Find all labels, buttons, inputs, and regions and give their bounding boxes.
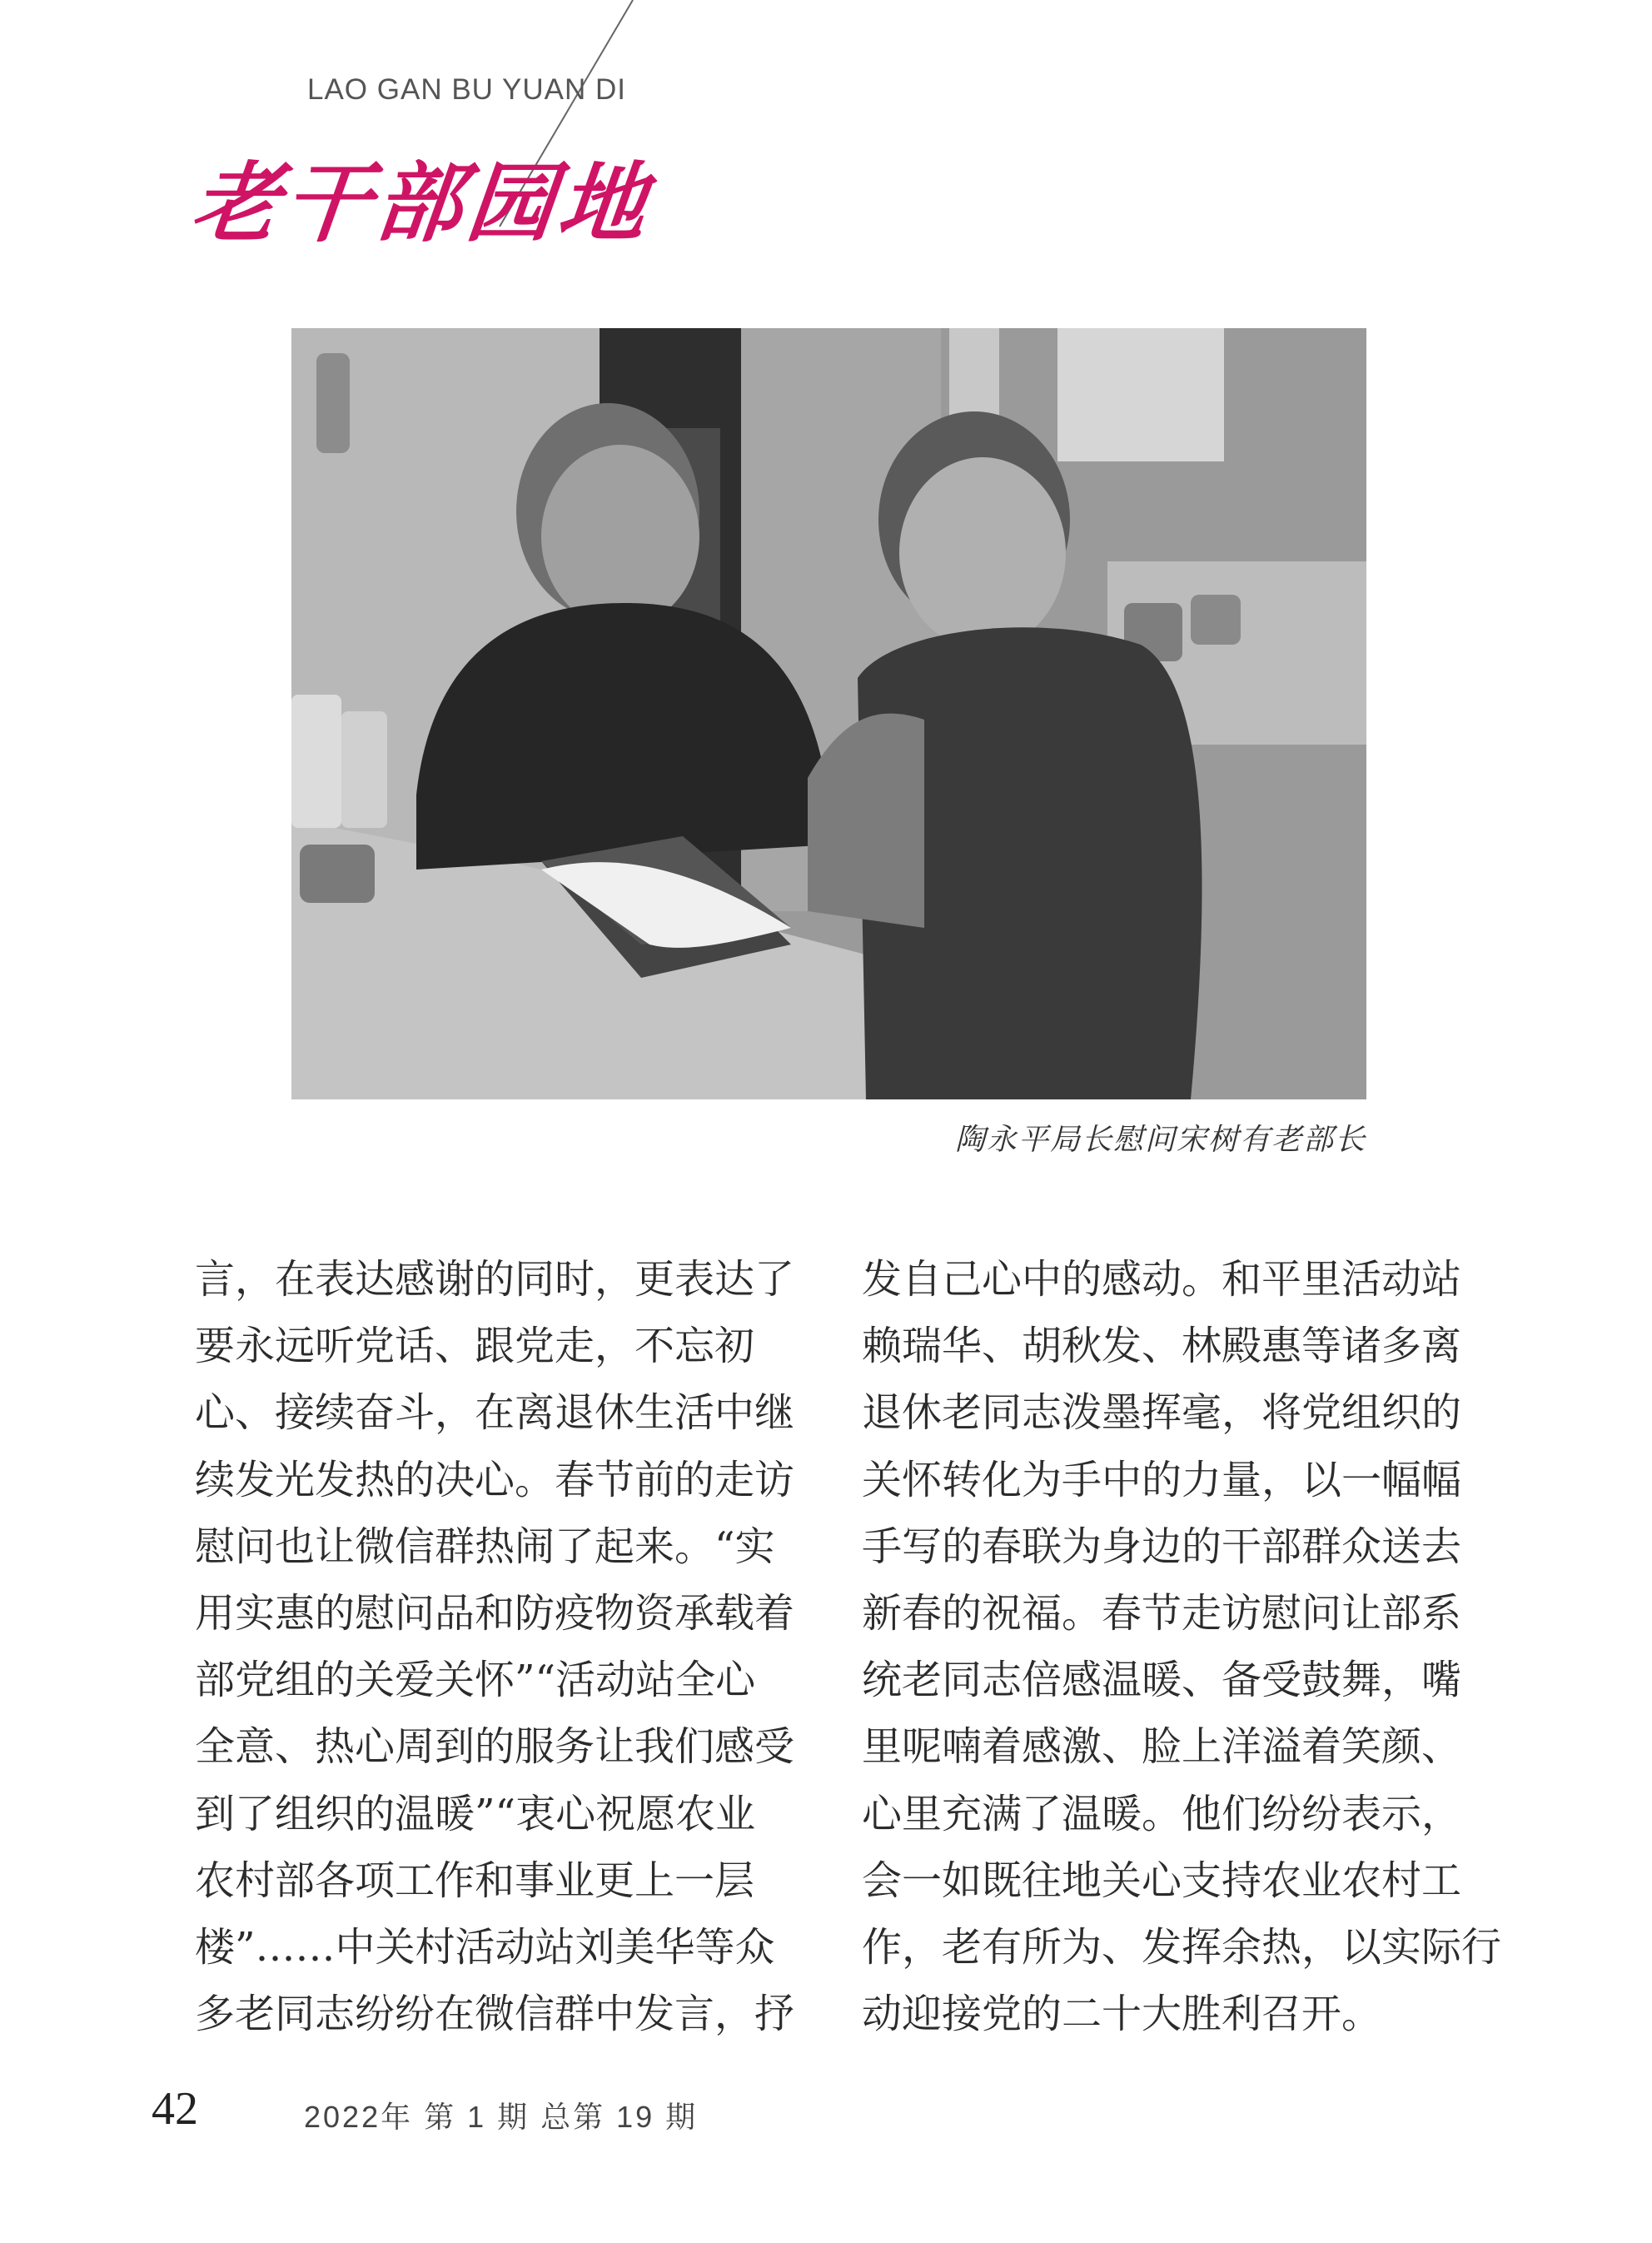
body-column-right — [862, 1246, 1502, 2047]
page-number: 42 — [152, 2083, 198, 2135]
section-title-en: LAO GAN BU YUAN DI — [307, 73, 627, 106]
body-line: 慰问也让微信群热闹了起来。“实 — [195, 1523, 775, 1570]
body-line: 动迎接党的二十大胜利召开。 — [862, 1991, 1382, 2038]
body-line: 要永远听党话、跟党走，不忘初 — [195, 1323, 755, 1370]
body-line: 到了组织的温暖”“衷心祝愿农业 — [195, 1790, 756, 1837]
body-line: 续发光发热的决心。春节前的走访 — [195, 1456, 795, 1503]
body-line: 会一如既往地关心支持农业农村工 — [862, 1857, 1462, 1904]
body-column-left — [195, 1246, 795, 2047]
body-line: 退休老同志泼墨挥毫，将党组织的 — [862, 1389, 1462, 1437]
photo — [291, 328, 1366, 1099]
body-line: 用实惠的慰问品和防疫物资承载着 — [195, 1590, 795, 1637]
body-line: 新春的祝福。春节走访慰问让部系 — [862, 1590, 1462, 1637]
body-line: 楼”……中关村活动站刘美华等众 — [195, 1924, 775, 1971]
body-line: 心里充满了温暖。他们纷纷表示， — [862, 1790, 1462, 1837]
body-line: 发自己心中的感动。和平里活动站 — [862, 1256, 1462, 1303]
body-line: 作，老有所为、发挥余热，以实际行 — [862, 1924, 1502, 1971]
issue-info: 2022年 第 1 期 总第 19 期 — [304, 2100, 699, 2134]
body-line: 赖瑞华、胡秋发、林殿惠等诸多离 — [862, 1323, 1462, 1370]
body-line: 部党组的关爱关怀”“活动站全心 — [195, 1657, 756, 1704]
body-line: 全意、热心周到的服务让我们感受 — [195, 1723, 795, 1771]
body-line: 心、接续奋斗，在离退休生活中继 — [195, 1389, 795, 1437]
photo-caption: 陶永平局长慰问宋树有老部长 — [954, 1123, 1366, 1157]
body-line: 手写的春联为身边的干部群众送去 — [862, 1523, 1462, 1570]
body-line: 农村部各项工作和事业更上一层 — [195, 1857, 755, 1904]
section-title-logo: 老干部园地 — [187, 152, 656, 254]
body-line: 里呢喃着感激、脸上洋溢着笑颜、 — [862, 1723, 1462, 1771]
body-line: 统老同志倍感温暖、备受鼓舞，嘴 — [862, 1657, 1462, 1704]
photo-illustration — [291, 328, 1366, 1099]
body-line: 关怀转化为手中的力量，以一幅幅 — [862, 1456, 1462, 1503]
body-line: 言，在表达感谢的同时，更表达了 — [195, 1256, 795, 1303]
body-line: 多老同志纷纷在微信群中发言，抒 — [195, 1991, 795, 2038]
